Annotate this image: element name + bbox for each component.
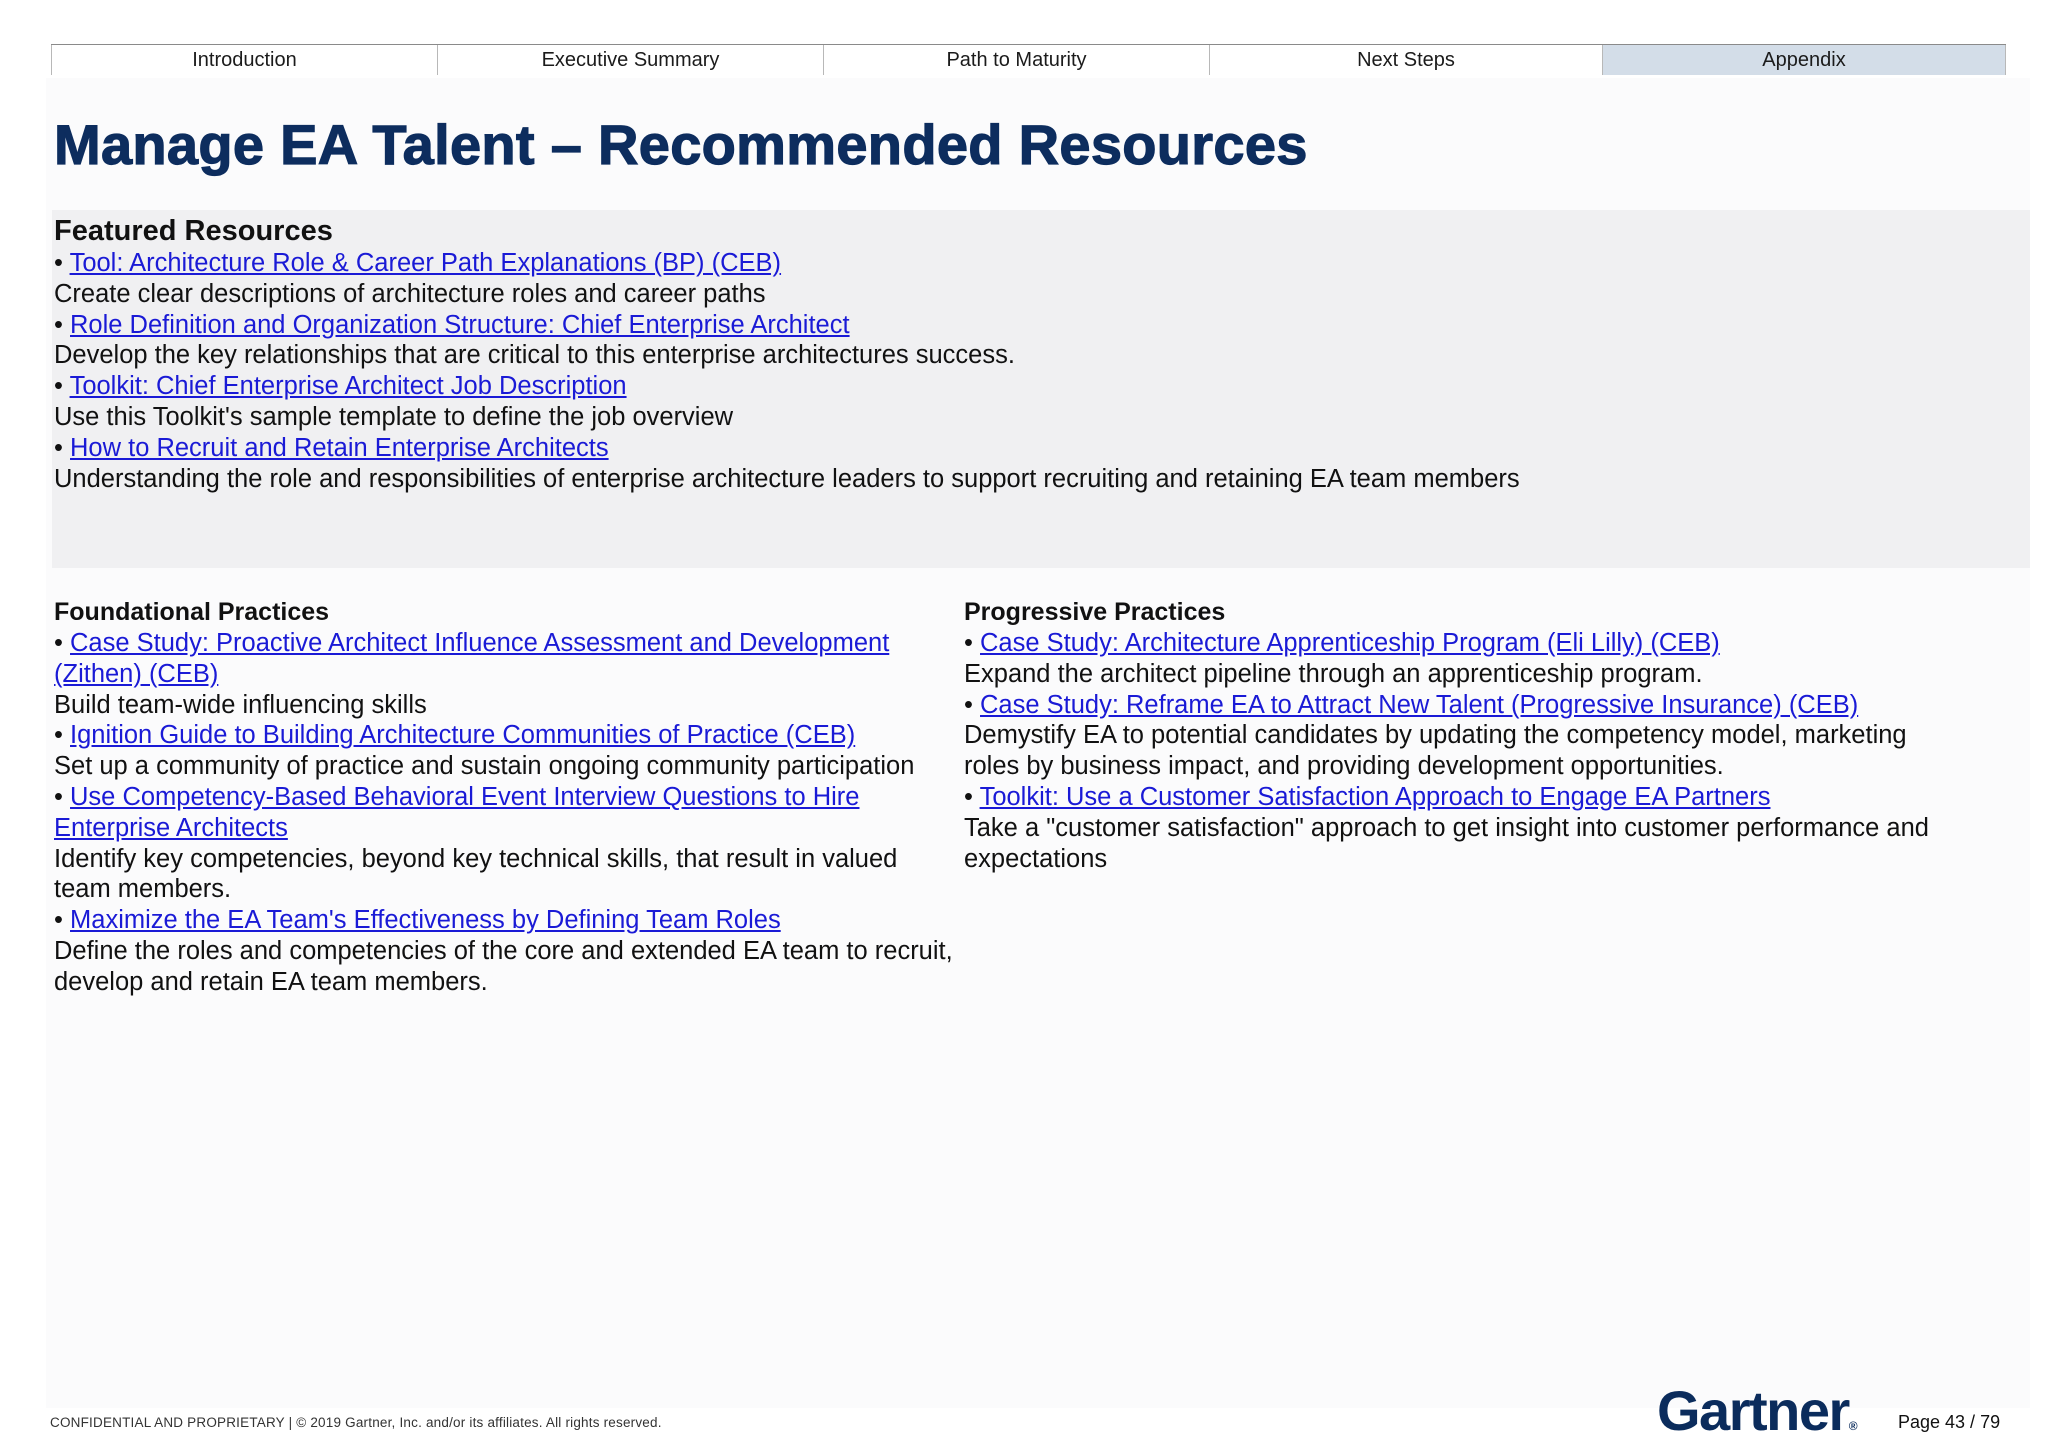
foundational-practices-list [54,628,954,998]
tab-introduction[interactable]: Introduction [51,45,437,75]
list-item [964,628,1964,690]
tab-appendix[interactable]: Appendix [1602,45,2006,75]
resource-link[interactable]: How to Recruit and Retain Enterprise Architects [70,433,609,462]
tab-path-to-maturity[interactable]: Path to Maturity [823,45,1209,75]
featured-resources-list [54,248,2028,494]
bullet: • [54,433,71,462]
tab-next-steps[interactable]: Next Steps [1209,45,1602,75]
bullet: • [54,629,71,657]
page-title: Manage EA Talent – Recommended Resources [54,113,1308,176]
list-item [54,628,954,720]
resource-description: Expand the architect pipeline through an apprenticeship program. [964,659,1703,688]
resource-description: Understanding the role and responsibilities of enterprise architecture leaders to support recruiting and retaining EA team members [54,464,1520,493]
bullet: • [54,249,70,277]
featured-resources-panel [52,210,2030,568]
resource-link[interactable]: Maximize the EA Team's Effectiveness by Defining Team Roles [70,906,781,935]
list-item [54,782,954,905]
list-item [54,905,954,997]
gartner-logo [1657,1378,1858,1443]
tab-executive-summary[interactable]: Executive Summary [437,45,823,75]
resource-description: Create clear descriptions of architecture roles and career paths [54,279,766,308]
progressive-practices-list [964,628,1964,874]
bullet: • [54,372,70,401]
resource-link[interactable]: Use Competency-Based Behavioral Event Interview Questions to Hire Enterprise Architects [54,782,860,842]
resource-description: Identify key competencies, beyond key technical skills, that result in valued team members. [54,844,898,904]
registered-mark: ® [1848,1419,1858,1433]
resource-link[interactable]: Case Study: Reframe EA to Attract New Talent (Progressive Insurance) (CEB) [980,690,1859,719]
list-item [54,720,954,782]
foundational-practices-column [54,596,954,998]
progressive-practices-column [964,596,1964,874]
list-item [54,371,2028,433]
list-item [54,433,2028,495]
logo-text: Gartner [1657,1379,1849,1442]
confidential-notice: CONFIDENTIAL AND PROPRIETARY | © 2019 Gartner, Inc. and/or its affiliates. All rights reserved. [50,1415,662,1430]
resource-description: Demystify EA to potential candidates by updating the competency model, marketing roles by business impact, and providing development opportunities. [964,721,1907,781]
page-number: Page 43 / 79 [1898,1412,2001,1432]
resource-link[interactable]: Tool: Architecture Role & Career Path Explanations (BP) (CEB) [69,249,782,277]
list-item [54,310,2028,372]
resource-description: Build team-wide influencing skills [54,690,427,719]
list-item [964,782,1964,874]
top-nav [51,44,2006,75]
list-item [54,248,2028,310]
resource-link[interactable]: Case Study: Proactive Architect Influence Assessment and Development (Zithen) (CEB) [54,629,890,688]
resource-link[interactable]: Role Definition and Organization Structure: Chief Enterprise Architect [70,310,850,339]
resource-link[interactable]: Case Study: Architecture Apprenticeship Program (Eli Lilly) (CEB) [980,629,1720,657]
bullet: • [54,310,71,339]
resource-description: Set up a community of practice and sustain ongoing community participation [54,752,915,781]
bullet: • [54,906,71,935]
progressive-practices-heading: Progressive Practices [964,598,1226,626]
bullet: • [964,690,981,719]
foundational-practices-heading: Foundational Practices [54,598,330,626]
resource-link[interactable]: Ignition Guide to Building Architecture Communities of Practice (CEB) [70,721,856,750]
resource-link[interactable]: Toolkit: Use a Customer Satisfaction Approach to Engage EA Partners [979,782,1771,811]
featured-resources-heading: Featured Resources [54,215,333,247]
list-item [964,690,1964,782]
bullet: • [964,782,980,811]
resource-link[interactable]: Toolkit: Chief Enterprise Architect Job Description [69,372,627,401]
resource-description: Use this Toolkit's sample template to define the job overview [54,402,734,431]
bullet: • [54,782,71,811]
resource-description: Take a "customer satisfaction" approach to get insight into customer performance and expectations [964,813,1929,873]
bullet: • [54,721,71,750]
resource-description: Develop the key relationships that are critical to this enterprise architectures success. [54,341,1015,370]
resource-description: Define the roles and competencies of the core and extended EA team to recruit, develop and retain EA team members. [54,936,953,996]
bullet: • [964,629,981,657]
